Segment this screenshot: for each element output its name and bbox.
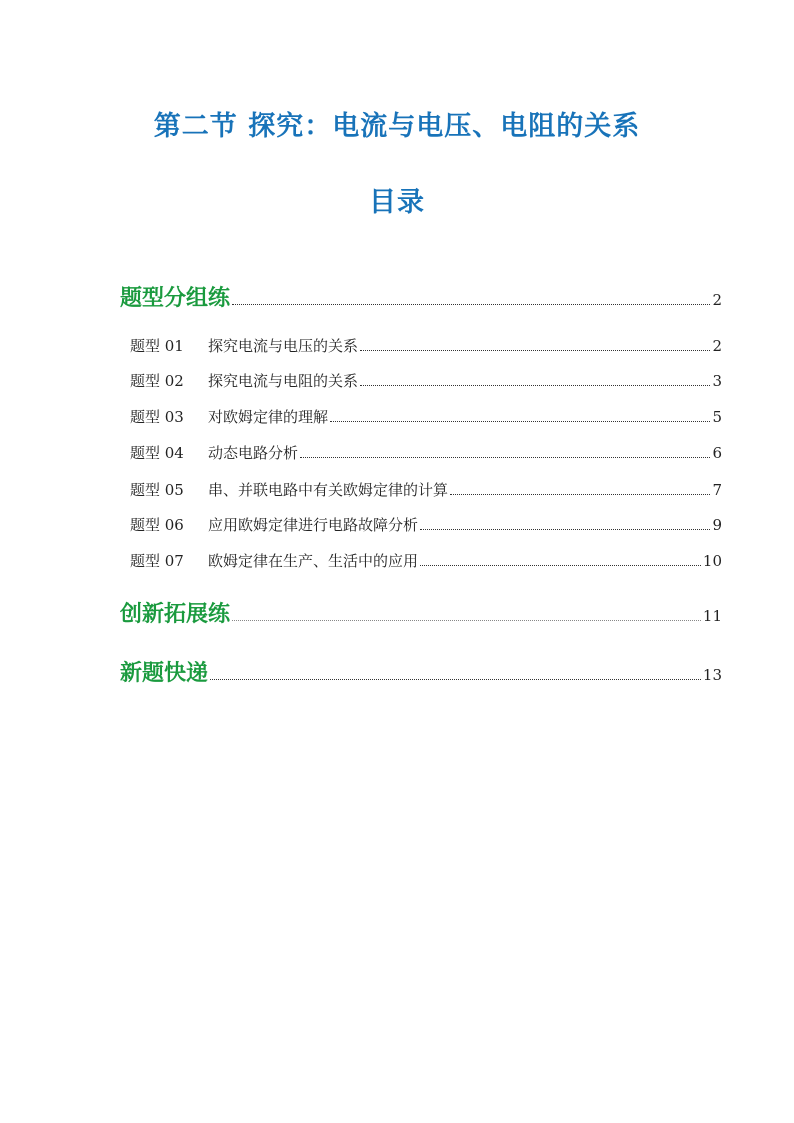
toc-item-label: 串、并联电路中有关欧姆定律的计算 bbox=[208, 481, 449, 499]
dot-leader bbox=[360, 384, 710, 386]
dot-leader bbox=[420, 528, 710, 530]
toc-item-label: 应用欧姆定律进行电路故障分析 bbox=[208, 516, 419, 534]
toc-item-6[interactable] bbox=[130, 514, 722, 535]
dot-leader bbox=[450, 493, 710, 495]
toc-item-number: 题型 06 bbox=[130, 516, 184, 534]
toc-item-2[interactable] bbox=[130, 370, 722, 391]
toc-item-number: 题型 07 bbox=[130, 552, 184, 570]
toc-item-label: 探究电流与电阻的关系 bbox=[208, 372, 359, 390]
toc-section-3[interactable] bbox=[120, 656, 722, 687]
dot-leader bbox=[300, 456, 710, 458]
dot-leader bbox=[232, 303, 710, 305]
toc-item-5[interactable] bbox=[130, 479, 722, 500]
dot-leader bbox=[232, 619, 701, 621]
toc-item-number: 题型 02 bbox=[130, 372, 184, 390]
page-title: 第二节 探究：电流与电压、电阻的关系 bbox=[153, 111, 641, 142]
toc-section-label: 创新拓展练 bbox=[120, 602, 231, 627]
toc-item-number: 题型 01 bbox=[130, 337, 184, 355]
toc-section-label: 新题快递 bbox=[120, 661, 209, 686]
toc-item-label: 对欧姆定律的理解 bbox=[208, 408, 329, 426]
toc-section-2[interactable] bbox=[120, 597, 722, 628]
toc-item-number: 题型 05 bbox=[130, 481, 184, 499]
toc-page-number: 11 bbox=[702, 607, 722, 625]
toc-item-number: 题型 04 bbox=[130, 444, 184, 462]
dot-leader bbox=[420, 564, 701, 566]
toc-page-number: 2 bbox=[712, 337, 722, 355]
toc-page-number: 10 bbox=[702, 552, 722, 570]
toc-page-number: 3 bbox=[712, 372, 722, 390]
toc-item-1[interactable] bbox=[130, 335, 722, 356]
dot-leader bbox=[210, 678, 701, 680]
toc-item-label: 探究电流与电压的关系 bbox=[208, 337, 359, 355]
toc-section-1[interactable] bbox=[120, 281, 722, 312]
toc-item-4[interactable] bbox=[130, 442, 722, 463]
dot-leader bbox=[360, 349, 710, 351]
toc-page-number: 5 bbox=[712, 408, 722, 426]
toc-page-number: 9 bbox=[712, 516, 722, 534]
toc-page-number: 6 bbox=[712, 444, 722, 462]
toc-item-label: 欧姆定律在生产、生活中的应用 bbox=[208, 552, 419, 570]
toc-page-number: 2 bbox=[712, 291, 722, 309]
toc-section-label: 题型分组练 bbox=[120, 286, 231, 311]
toc-item-label: 动态电路分析 bbox=[208, 444, 299, 462]
dot-leader bbox=[330, 420, 710, 422]
toc-item-7[interactable] bbox=[130, 550, 722, 571]
toc-item-3[interactable] bbox=[130, 406, 722, 427]
toc-page-number: 7 bbox=[712, 481, 722, 499]
toc-heading: 目录 bbox=[369, 187, 425, 218]
toc-page-number: 13 bbox=[702, 666, 722, 684]
toc-item-number: 题型 03 bbox=[130, 408, 184, 426]
